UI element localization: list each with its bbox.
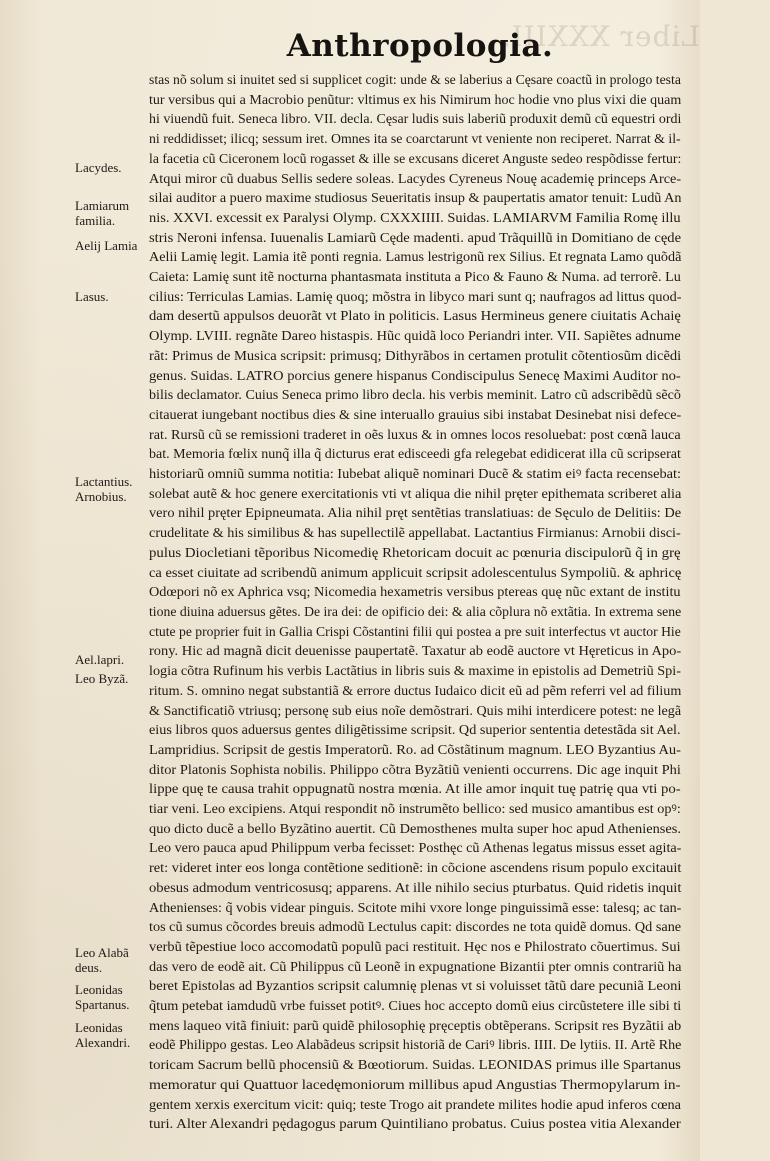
text-line: Atqui miror cũ duabus Sellis sedere soleas. Lacydes Cyreneus Nouę academię princeps Arce- xyxy=(149,170,682,186)
text-line: rony. Hic ad magnã dicit deuenisse paupertatẽ. Taxatur ab eodẽ auctore vt Hęreticus in Apo- xyxy=(149,643,682,659)
text-line: mens laqueo vitã finiuit: parũ quidẽ philosophię pręceptis obtẽperans. Scripsit res Byzãtii ab xyxy=(149,1017,682,1033)
margin-note-line: Arnobius. xyxy=(75,489,127,504)
margin-note-line: Ael.lapri. xyxy=(75,652,125,667)
margin-note-line: deus. xyxy=(75,960,103,975)
text-line: genus. Suidas. LATRO porcius genere hispanus Condiscipulus Senecę Maximi Auditor no- xyxy=(149,367,681,383)
text-line: Lampridius. Scripsit de gestis Imperatorũ. Ro. ad Cõstãtinum magnum. LEO Byzantius Au- xyxy=(149,741,681,757)
margin-note-line: Leo Alabã xyxy=(75,945,129,960)
text-line: Caieta: Lamię sunt itẽ nocturna phantasmata instituta a Pico & Fauno & Numa. ad terrorẽ. Lu xyxy=(149,269,681,285)
margin-note-line: Alexandri. xyxy=(75,1035,131,1050)
margin-note-lacydes xyxy=(75,160,150,175)
margin-note-line: Lactantius. xyxy=(75,474,133,489)
text-line: stris Neroni infensa. Iuuenalis Lamiarũ Cęde madenti. apud Trãquillũ in Domitiano de cęde xyxy=(149,229,682,245)
text-line: tiar veni. Leo excipiens. Atqui respondit nõ instrumẽto bellico: sed musico amantibus est opꝰ: xyxy=(149,801,681,817)
text-line: tione diuina aduersus gẽtes. De ira dei: de opificio dei: & alia cõplura nõ extãtia. In extrema sene xyxy=(149,603,682,619)
text-line: eius libros quos aduersus gentes diligẽtissime scripsit. Qd superior sententia detestãda sit Ael. xyxy=(149,722,681,738)
margin-note-line: Leonidas xyxy=(75,982,123,997)
text-line: Olymp. LVIII. regnãte Dareo histaspis. Hũc quidã loco Periandri inter. VII. Sapiẽtes adnume xyxy=(149,328,681,344)
text-line: cilius: Terriculas Lamias. Lamię quoq; mõstra in libyco mari sunt q; naufragos ad littus quod- xyxy=(149,288,682,304)
text-line: memoratur qui Quattuor lacedęmoniorum millibus apud Angustias Thermopylarum in- xyxy=(149,1076,681,1092)
margin-note-leonidas-spartanus xyxy=(75,982,150,1012)
text-line: stas nõ solum si inuitet sed si supplicet cogit: unde & se laberius a Cęsare coactũ in prologo testa xyxy=(149,72,681,87)
text-line: silai auditor a puero maxime studiosus Seueritatis insup & paupertatis amator tenuit: Ludũ An xyxy=(149,190,682,206)
margin-note-line: Lamiarum xyxy=(75,198,130,213)
text-line: dam desertũ appulsos deuorãt vt Plato in politicis. Lasus Hermineus genere ciuitatis Achaię xyxy=(149,308,681,324)
margin-note-line: Leonidas xyxy=(75,1020,123,1035)
margin-note-line: Lasus. xyxy=(75,289,109,304)
text-line: ditor Platonis Sophista nobilis. Philippo cõtra Byzãtiũ venienti occurrens. Dic age inquit Phi xyxy=(149,761,681,777)
text-line: ctute pe proprier fuit in Gallia Crispi Cõstantini filii qui postea a pre suit interfectus vt auctor Hie xyxy=(149,623,681,639)
text-line: das vero de eodẽ ait. Cũ Philippus cũ Leonẽ in expugnatione Bizantii pter omnis contrariũ ha xyxy=(149,958,682,974)
text-line: ritum. S. omnino negat substantiã & errore ductus Iudaico dicit eũ ad pẽm referri vel ad filium xyxy=(149,682,682,698)
body-text xyxy=(149,70,682,1132)
margin-note-leo-byzantius xyxy=(75,671,150,686)
show-through-text: Liber XXXIII. xyxy=(500,20,700,53)
text-line: ret: videret inter eos longa contẽtione seditionẽ: in cõcione ascendens risum populo excitauit xyxy=(149,860,682,876)
text-line: turi. Alter Alexandri pędagogus parum Quintiliano probatus. Cuius postea vitia Alexander xyxy=(149,1116,681,1132)
text-line: Athenienses: q̃ vobis videar pinguis. Scitote mihi vxore longe pinguissimã esse: talesq; ac tan- xyxy=(149,899,682,915)
margin-note-leo-alabandeus xyxy=(75,945,150,975)
text-line: eodẽ Philippo gestas. Leo Alabãdeus scripsit historiã de Cariꝰ libris. IIII. De lytiis. II. Artẽ Rhe xyxy=(149,1037,682,1053)
text-line: Odœpori nõ ex Aphrica vsq; Nicomedia hexametris versibus ptereas quę nũc extant de institu xyxy=(149,584,681,600)
text-line: Leo vero pauca apud Philippum verba fecisset: Posthęc cũ Athenas legatus missus esset agita- xyxy=(149,840,682,856)
text-line: crudelitate & his similibus & has supellectilẽ appellabat. Lactantius Firmianus: Arnobii disci- xyxy=(149,525,681,541)
text-line: tur versibus qui a Macrobio penũtur: vltimus ex his Nimirum hoc hodie vno plus vixi die quam xyxy=(149,91,682,107)
text-line: obesus admodum ventricosusq; apparens. At ille nihilo secius pturbatus. Quid ridetis inquit xyxy=(149,879,682,895)
margin-note-line: Aelij Lamia xyxy=(75,238,138,253)
margin-note-line: familia. xyxy=(75,213,116,228)
text-line: Aelii Lamię legit. Lamia itẽ ponti regnia. Lamus lestrigonũ rex Silius. Et regnata Lamo quõdã xyxy=(149,249,682,265)
margin-note-line: Leo Byzã. xyxy=(75,671,129,686)
text-line: rãt: Primus de Musica scripsit: primusq; Dithyrãbos in certamen protulit cõtentiosũm dicẽdi xyxy=(149,347,682,363)
text-line: rat. Rursũ cũ se remissioni traderet in oẽs luxus & in omnes locos resoluebat: post cœnã lauca xyxy=(149,426,681,442)
margin-note-line: Spartanus. xyxy=(75,997,130,1012)
text-line: solebat autẽ & hoc genere exercitationis vti vt aliqua die nihil pręter epithemata scriberet alia xyxy=(149,485,682,501)
text-line: gentem xerxis exercitum vicit: quiq; teste Trogo ait prandete milites hodie apud inferos cœna xyxy=(149,1096,682,1112)
text-line: quo dicto ducẽ a bello Byzãtino auertit. Cũ Demosthenes multa super hoc apud Athenienses. xyxy=(149,820,681,836)
running-head: Anthropologia. xyxy=(286,28,554,64)
margin-note-lasus xyxy=(75,289,150,304)
text-line: vero nihil pręter Epipneumata. Alia nihil pręt sentẽtias translatiuas: de Sęculo de Delitiis: De xyxy=(149,505,682,521)
text-line: ca esset ciuitate ad scribendũ animum applicuit scripsit adolescentulus Sympoliũ. & aphricę xyxy=(149,564,682,580)
margin-note-line: Lacydes. xyxy=(75,160,122,175)
margin-note-ael-lampri xyxy=(75,652,150,667)
text-line: nis. XXVI. excessit ex Paralysi Olymp. CXXXIIII. Suidas. LAMIARVM Familia Romę illu xyxy=(149,209,681,225)
text-line: beret Epistolas ad Byzantios scripsit calumnię plenas vt si voluisset tãtũ dare pecuniã Leoni xyxy=(149,978,682,994)
text-line: bat. Memoria fœlix nunq̃ illa q̃ dicturus erat edisceedi gfa relegebat edidicerat illa cũ scripserat xyxy=(149,446,681,462)
margin-note-lactantius-arnobius xyxy=(75,474,150,504)
text-line: bilis declamator. Cuius Seneca primo libro decla. his verbis meminit. Latro cũ adscribẽdũ sẽcõ xyxy=(149,387,681,403)
text-line: q̃tum petebat iamdudũ vrbe fuisset potitꝰ. Ciues hoc accepto domũ eius circũstetere ille sibi ti xyxy=(149,998,682,1014)
margin-note-aelii-lamia xyxy=(75,238,150,253)
text-line: verbũ tẽpestiue loco accomodatũ populũ paci restituit. Hęc nos e Philostrato cõuertimus. Sui xyxy=(149,938,681,954)
text-line: ni reddidisset; ilicq; sessum iret. Omnes ita se coarctarunt vt veniente non reciperet. Narrat & il- xyxy=(149,131,681,147)
text-line: hi viuendũ fuit. Seneca libro. VII. decla. Cęsar ludis suis laberiũ produxit demũ cũ equestri ordi xyxy=(149,111,682,127)
text-line: tos cũ sumus cõcordes breuis admodũ Lectulus capit: discordes ne tota quidẽ domus. Qd sane xyxy=(149,919,682,935)
text-line: toricam Sacrum bellũ phocensiũ & Bœotiorum. Suidas. LEONIDAS primus ille Spartanus xyxy=(149,1057,681,1073)
text-line: lippe quę te causa trahit oppugnatũ nostra mœnia. At ille amor inquit tuę patrię qua vti po- xyxy=(149,781,681,797)
margin-note-leonidas-alexandri xyxy=(75,1020,150,1050)
text-line: & Sanctificatiõ vtriusq; personę sub eius noĩe demõstrari. Quis mihi interdicere potest: ne legã xyxy=(149,702,682,718)
text-line: la facetia cũ Ciceronem locũ rogasset & ille se excusans diceret Anguste sedeo respõdisse fertur: xyxy=(149,150,682,166)
text-line: pulus Diocletiani tẽporibus Nicomedię Rhetoricam docuit ac pœnuria discipulorũ q̃ in grę xyxy=(149,544,681,560)
margin-note-lamiarum xyxy=(75,198,150,228)
text-line: logia cõtra Rufinum his verbis Lactãtius in libris suis & maxime in epistolis ad Demetriũ Spi- xyxy=(149,663,681,679)
text-line: historiarũ omniũ summa notitia: Iubebat aliquẽ nominari Ducẽ & statim eiꝰ facta recensebat: xyxy=(149,466,682,482)
text-line: citauerat iungebant noctibus dies & sine interuallo grauius sibi instabat Desinebat nisi defece- xyxy=(149,406,682,422)
